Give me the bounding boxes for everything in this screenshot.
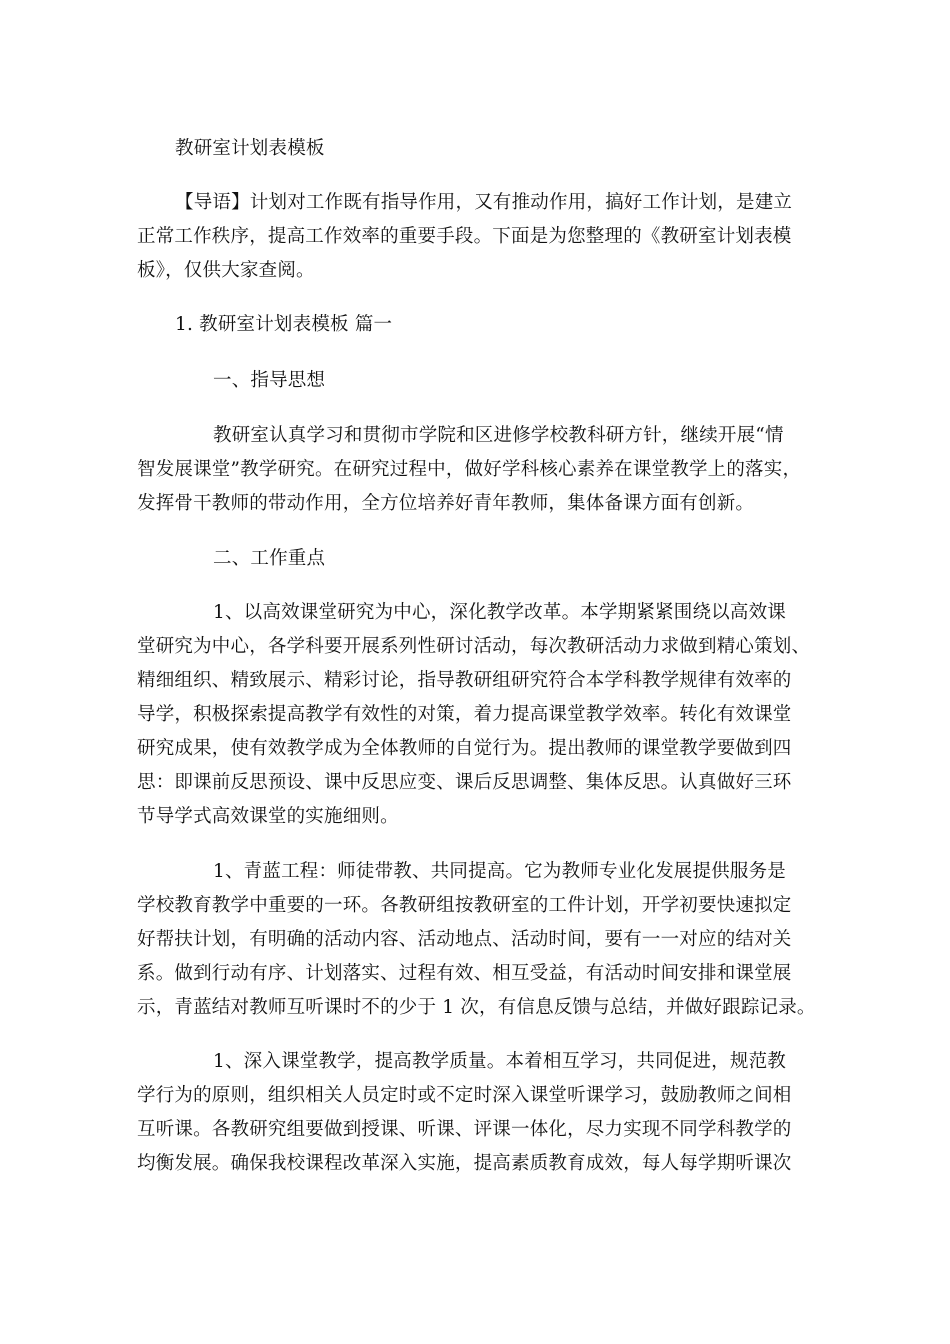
paragraph-line: 智发展课堂”教学研究。在研究过程中，做好学科核心素养在课堂教学上的落实，: [137, 459, 802, 480]
paragraph-line: 导学，积极探索提高教学有效性的对策，着力提高课堂教学效率。转化有效课堂: [137, 704, 792, 725]
heading-guiding-thought: 一、指导思想: [213, 370, 326, 391]
paragraph-line: 学行为的原则，组织相关人员定时或不定时深入课堂听课学习，鼓励教师之间相: [137, 1085, 792, 1106]
paragraph-line: 精细组织、精致展示、精彩讨论，指导教研组研究符合本学科教学规律有效率的: [137, 670, 792, 691]
paragraph-line: 堂研究为中心，各学科要开展系列性研讨活动，每次教研活动力求做到精心策划、: [137, 636, 811, 657]
intro-line: 正常工作秩序，提高工作效率的重要手段。下面是为您整理的《教研室计划表模: [137, 226, 792, 247]
paragraph-line: 思：即课前反思预设、课中反思应变、课后反思调整、集体反思。认真做好三环: [137, 772, 792, 793]
paragraph-line: 学校教育教学中重要的一环。各教研组按教研室的工件计划，开学初要快速拟定: [137, 895, 792, 916]
paragraph-line: 发挥骨干教师的带动作用，全方位培养好青年教师，集体备课方面有创新。: [137, 493, 755, 514]
paragraph-line: 1、青蓝工程：师徒带教、共同提高。它为教师专业化发展提供服务是: [213, 861, 786, 882]
paragraph-line: 节导学式高效课堂的实施细则。: [137, 806, 399, 827]
paragraph-line: 示，青蓝结对教师互听课时不的少于 1 次，有信息反馈与总结，并做好跟踪记录。: [137, 997, 816, 1018]
paragraph-line: 均衡发展。确保我校课程改革深入实施，提高素质教育成效，每人每学期听课次: [137, 1153, 792, 1174]
paragraph-line: 1、以高效课堂研究为中心，深化教学改革。本学期紧紧围绕以高效课: [213, 602, 786, 623]
paragraph-line: 互听课。各教研究组要做到授课、听课、评课一体化，尽力实现不同学科教学的: [137, 1119, 792, 1140]
paragraph-line: 好帮扶计划，有明确的活动内容、活动地点、活动时间，要有一一对应的结对关: [137, 929, 792, 950]
document-title: 教研室计划表模板: [175, 138, 325, 159]
paragraph-line: 研究成果，使有效教学成为全体教师的自觉行为。提出教师的课堂教学要做到四: [137, 738, 792, 759]
paragraph-line: 1、深入课堂教学，提高教学质量。本着相互学习，共同促进，规范教: [213, 1051, 786, 1072]
section-heading: 1. 教研室计划表模板 篇一: [175, 314, 393, 335]
paragraph-line: 教研室认真学习和贯彻市学院和区进修学校教科研方针，继续开展“情: [213, 425, 784, 446]
heading-work-focus: 二、工作重点: [213, 548, 326, 569]
intro-line: 板》，仅供大家查阅。: [137, 260, 315, 281]
intro-line: 【导语】计划对工作既有指导作用，又有推动作用，搞好工作计划，是建立: [175, 192, 793, 213]
paragraph-line: 系。做到行动有序、计划落实、过程有效、相互受益，有活动时间安排和课堂展: [137, 963, 792, 984]
